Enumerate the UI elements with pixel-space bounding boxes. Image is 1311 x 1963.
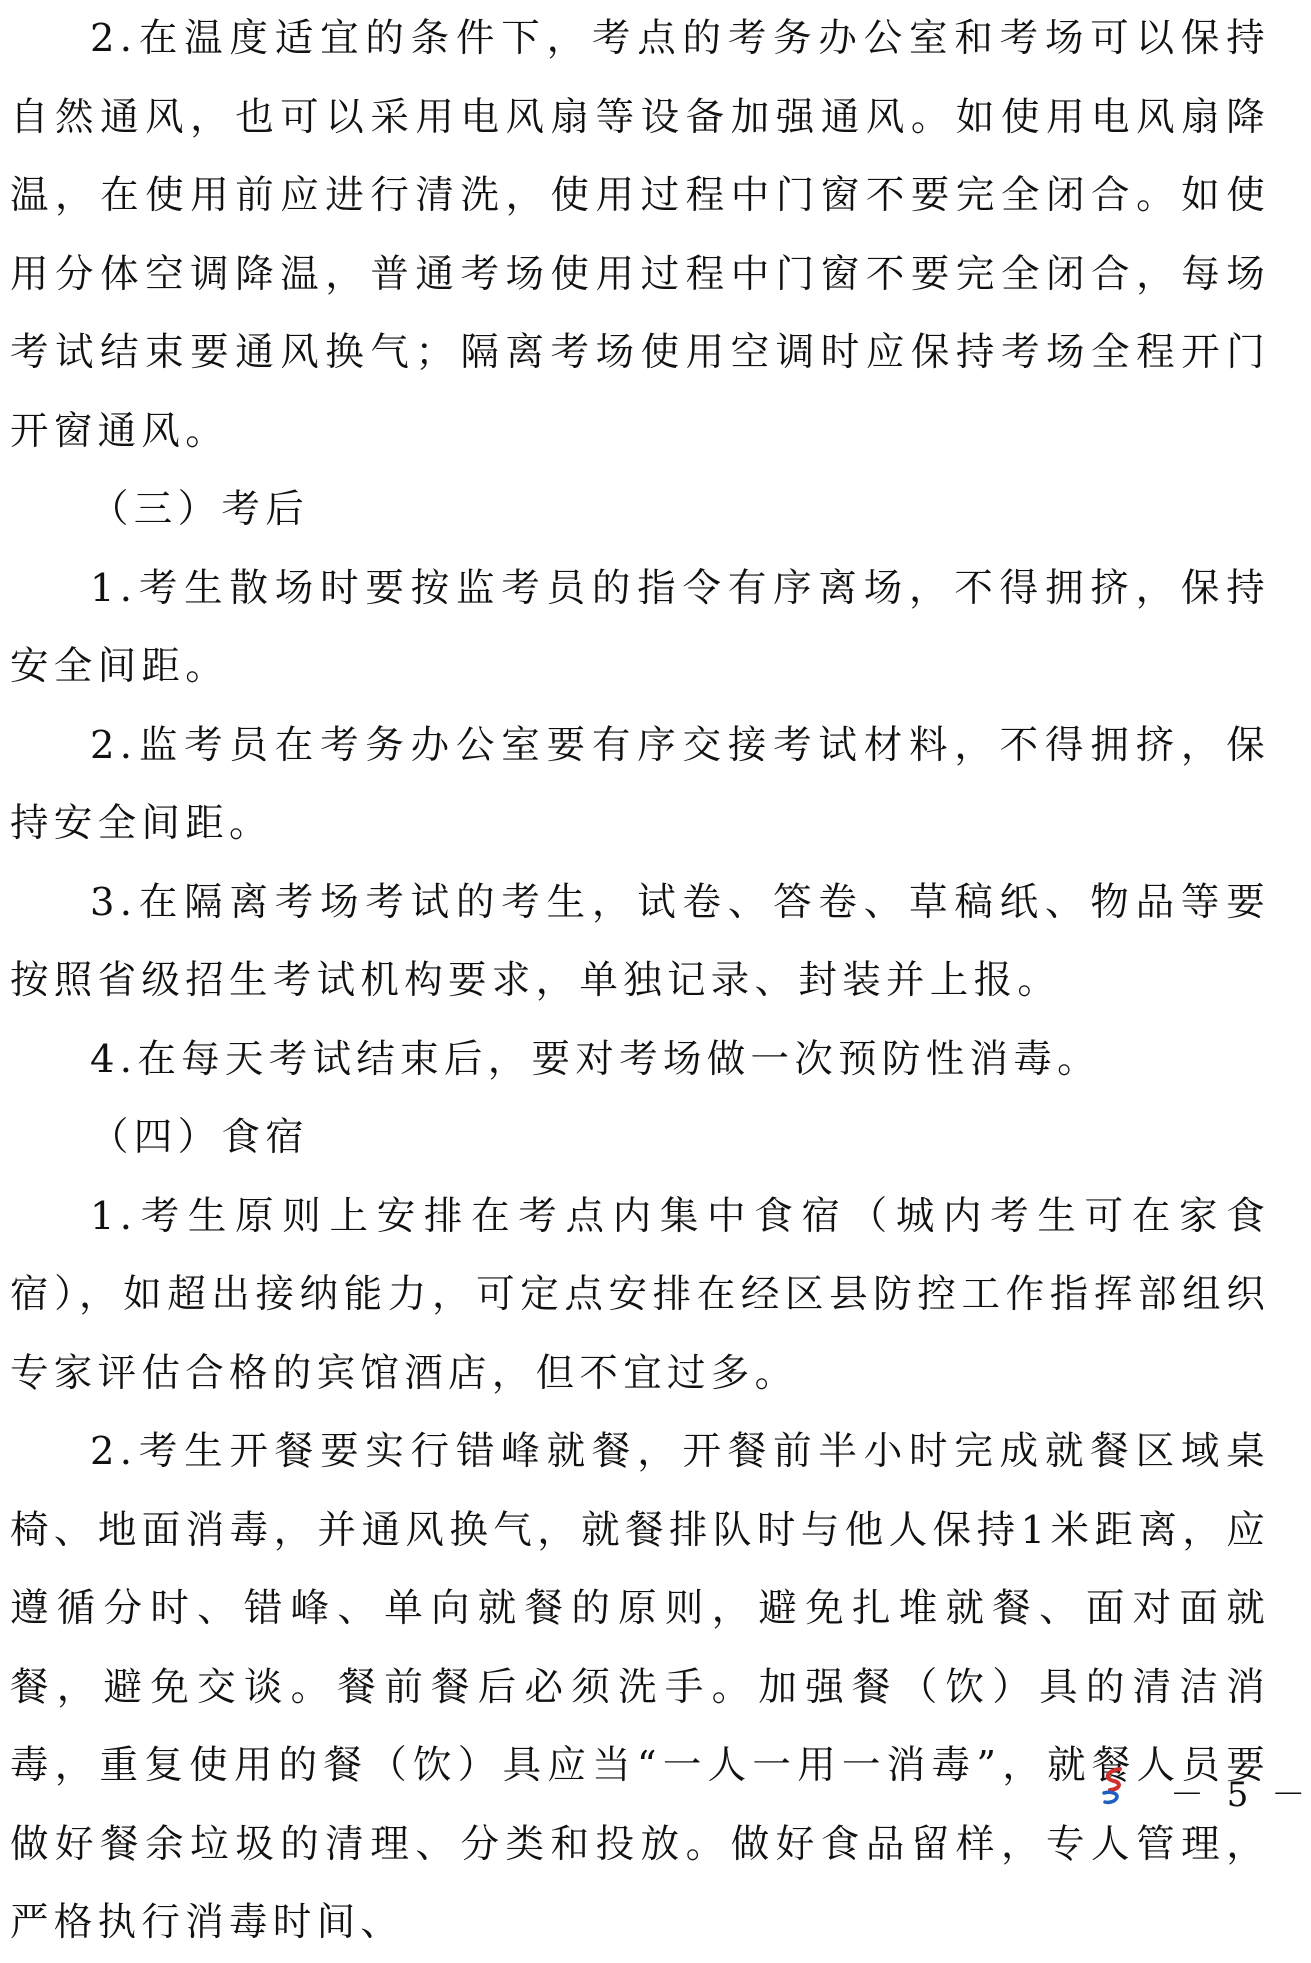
logo-red-stroke: [1108, 1769, 1120, 1790]
paragraph-after-exam-2: 2.监考员在考务办公室要有序交接考试材料，不得拥挤，保持安全间距。: [10, 722, 1270, 846]
document-body: [10, 0, 1270, 1963]
page-number: － 5 －: [1170, 1775, 1311, 1815]
section-heading-food-lodging: （四）食宿: [90, 1115, 310, 1160]
red-blue-swirl-logo-icon: [1098, 1765, 1128, 1805]
paragraph-after-exam-4: 4.在每天考试结束后，要对考场做一次预防性消毒。: [90, 1036, 1101, 1082]
paragraph-ventilation: 2.在温度适宜的条件下，考点的考务办公室和考场可以保持自然通风，也可以采用电风扇等设备加强通风。如使用电风扇降温，在使用前应进行清洗，使用过程中门窗不要完全闭合。如使用分体空调降温，普通考场使用过程中门窗不要完全闭合，每场考试结束要通风换气；隔离考场使用空调时应保持考场全程开门开窗通风。: [10, 16, 1270, 454]
paragraph-after-exam-1: 1.考生散场时要按监考员的指令有序离场，不得拥挤，保持安全间距。: [10, 565, 1270, 689]
paragraph-after-exam-3: 3.在隔离考场考试的考生，试卷、答卷、草稿纸、物品等要按照省级招生考试机构要求，单独记录、封装并上报。: [10, 879, 1270, 1003]
section-heading-after-exam: （三）考后: [90, 487, 310, 532]
logo-blue-stroke: [1104, 1792, 1117, 1802]
paragraph-food-lodging-1: 1.考生原则上安排在考点内集中食宿（城内考生可在家食宿），如超出接纳能力，可定点安排在经区县防控工作指挥部组织专家评估合格的宾馆酒店，但不宜过多。: [10, 1193, 1270, 1396]
paragraph-food-lodging-2: 2.考生开餐要实行错峰就餐，开餐前半小时完成就餐区域桌椅、地面消毒，并通风换气，就餐排队时与他人保持1米距离，应遵循分时、错峰、单向就餐的原则，避免扎堆就餐、面对面就餐，避免交谈。餐前餐后必须洗手。加强餐（饮）具的清洁消毒，重复使用的餐（饮）具应当“一人一用一消毒”，就餐人员要做好餐余垃圾的清理、分类和投放。做好食品留样，专人管理，严格执行消毒时间、: [10, 1429, 1270, 1945]
